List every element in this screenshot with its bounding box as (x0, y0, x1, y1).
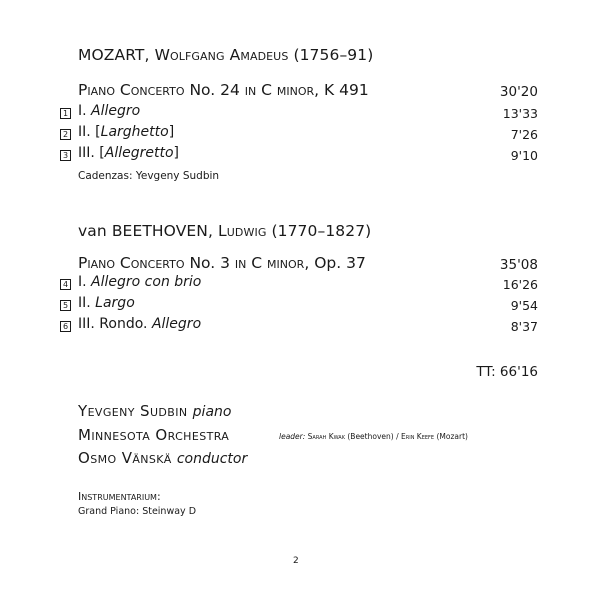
work-title-mozart (78, 81, 369, 99)
track-number-box: 6 (60, 321, 71, 332)
bracket: ] (173, 145, 180, 161)
page-number: 2 (293, 556, 299, 566)
movement-roman: I. (78, 103, 87, 119)
movement-form: Rondo. (99, 316, 148, 332)
work-title-beethoven (78, 254, 366, 272)
performer-soloist (78, 402, 231, 420)
track-number-box: 3 (60, 150, 71, 161)
movement-roman: III. (78, 145, 95, 161)
leader-name: Sarah Kwak (307, 432, 345, 441)
work-key: in C minor, (244, 81, 320, 99)
movement-tempo: Allegro (151, 316, 202, 332)
composer-dates: (1756–91) (293, 46, 374, 64)
movement-title (78, 145, 179, 161)
bracket: [ (99, 145, 105, 161)
instrumentarium-heading: Instrumentarium: (78, 490, 161, 503)
movement-duration: 7'26 (510, 127, 538, 142)
leader-note: (Mozart) (436, 432, 468, 441)
work-duration: 30'20 (499, 84, 538, 100)
work-catalogue: K 491 (324, 81, 369, 99)
track-number-box: 2 (60, 129, 71, 140)
total-time: TT: 66'16 (476, 364, 538, 380)
work-duration: 35'08 (499, 257, 538, 273)
performer-name: Osmo Vänskä (78, 449, 172, 467)
work-prefix: Piano Concerto (78, 81, 185, 99)
work-prefix: Piano Concerto (78, 254, 185, 272)
cadenzas-note: Cadenzas: Yevgeny Sudbin (78, 170, 220, 182)
track-number-box: 4 (60, 279, 71, 290)
orchestra-leader-note (279, 432, 468, 441)
performer-conductor (78, 449, 247, 467)
movement-duration: 8'37 (510, 319, 538, 334)
movement-title (78, 295, 135, 311)
composer-surname: van BEETHOVEN, (78, 222, 214, 240)
movement-title (78, 274, 201, 290)
leader-note: (Beethoven) / (347, 432, 399, 441)
performer-role: conductor (176, 451, 248, 467)
movement-roman: II. (78, 295, 91, 311)
movement-title (78, 124, 174, 140)
movement-tempo: Largo (95, 295, 135, 311)
work-catalogue: Op. 37 (314, 254, 366, 272)
movement-duration: 13'33 (502, 106, 538, 121)
composer-given: Ludwig (218, 222, 267, 240)
composer-surname: MOZART, (78, 46, 150, 64)
composer-dates: (1770–1827) (271, 222, 372, 240)
performer-orchestra (78, 426, 229, 444)
movement-duration: 9'54 (510, 298, 538, 313)
instrumentarium-detail: Grand Piano: Steinway D (78, 506, 197, 517)
movement-tempo: Larghetto (100, 124, 169, 140)
movement-title (78, 103, 140, 119)
composer-given: Wolfgang Amadeus (154, 46, 289, 64)
movement-title (78, 316, 201, 332)
composer-heading-beethoven (78, 222, 371, 240)
movement-tempo: Allegro (91, 103, 141, 119)
leader-label: leader: (279, 432, 306, 441)
movement-tempo: Allegretto (104, 145, 174, 161)
movement-roman: III. (78, 316, 95, 332)
work-key: in C minor, (234, 254, 310, 272)
work-number: No. 3 (189, 254, 230, 272)
work-number: No. 24 (189, 81, 240, 99)
track-number-box: 1 (60, 108, 71, 119)
performer-name: Yevgeny Sudbin (78, 402, 188, 420)
movement-duration: 16'26 (502, 277, 538, 292)
movement-duration: 9'10 (510, 148, 538, 163)
movement-tempo: Allegro con brio (91, 274, 202, 290)
performer-role: piano (192, 404, 232, 420)
bracket: [ (95, 124, 101, 140)
movement-roman: II. (78, 124, 91, 140)
bracket: ] (168, 124, 175, 140)
movement-roman: I. (78, 274, 87, 290)
leader-name: Erin Keefe (401, 432, 435, 441)
track-number-box: 5 (60, 300, 71, 311)
performer-name: Minnesota Orchestra (78, 426, 230, 444)
composer-heading-mozart (78, 46, 373, 64)
